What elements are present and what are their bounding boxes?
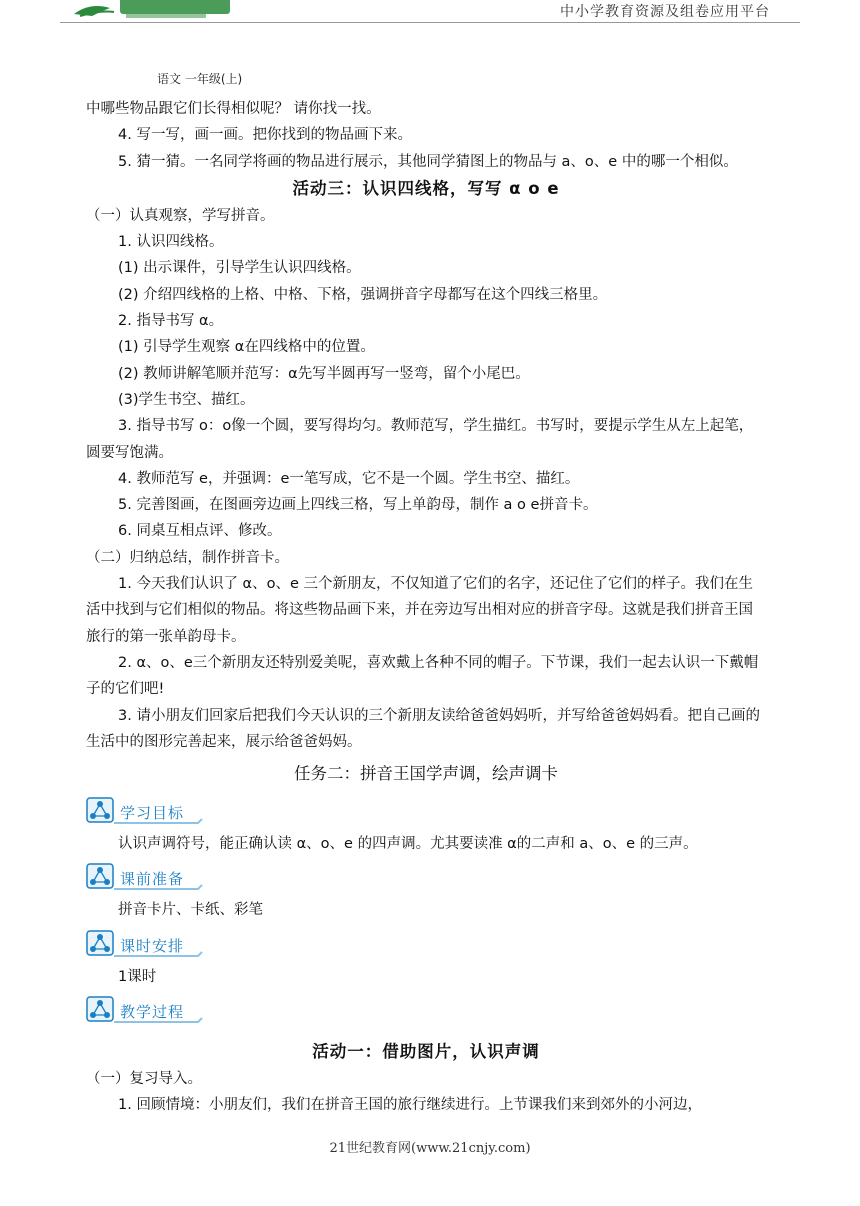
paragraph: 2. 指导书写 α。 [118, 313, 224, 330]
subsection-heading: （一）认真观察，学写拼音。 [86, 207, 275, 224]
paragraph: 认识声调符号，能正确认读 α、o、e 的四声调。尤其要读准 α的二声和 a、o、e 的三声。 [118, 836, 698, 853]
paragraph: 1. 认识四线格。 [118, 234, 224, 251]
paragraph: 2. α、o、e三个新朋友还特别爱美呢，喜欢戴上各种不同的帽子。下节课，我们一起去认识一下戴帽子的它们吧! [86, 654, 759, 698]
page-header [0, 0, 860, 22]
task-heading: 任务二：拼音王国学声调，绘声调卡 [294, 764, 558, 784]
subsection-heading: （二）归纳总结，制作拼音卡。 [86, 549, 289, 566]
document-body [86, 96, 766, 1119]
paragraph: 6. 同桌互相点评、修改。 [118, 523, 282, 540]
paragraph: (2) 教师讲解笔顺并范写：α先写半圆再写一竖弯，留个小尾巴。 [118, 365, 530, 382]
subject-grade: 语文 一年级(上) [157, 72, 243, 86]
badge-learning-goal [86, 795, 766, 831]
badge-label: 教学过程 [120, 1003, 185, 1022]
badge-label: 课时安排 [120, 936, 185, 955]
badge-label: 学习目标 [120, 804, 185, 823]
platform-name: 中小学教育资源及组卷应用平台 [560, 4, 770, 20]
section-heading: 活动三：认识四线格，写写 α o e [292, 178, 560, 198]
paragraph: (2) 介绍四线格的上格、中格、下格，强调拼音字母都写在这个四线三格里。 [118, 286, 608, 303]
paragraph: 1课时 [118, 968, 157, 985]
paragraph: 3. 请小朋友们回家后把我们今天认识的三个新朋友读给爸爸妈妈听，并写给爸爸妈妈看。把自己画的生活中的图形完善起来，展示给爸爸妈妈。 [86, 707, 760, 750]
paragraph: 拼音卡片、卡纸、彩笔 [118, 902, 263, 919]
badge-schedule [86, 928, 766, 964]
paragraph: 中哪些物品跟它们长得相似呢？ 请你找一找。 [86, 101, 381, 117]
badge-label: 课前准备 [120, 870, 185, 889]
badge-preparation [86, 861, 766, 897]
paragraph: 4. 写一写，画一画。把你找到的物品画下来。 [118, 127, 412, 144]
paragraph: 1. 回顾情境：小朋友们，我们在拼音王国的旅行继续进行。上节课我们来到郊外的小河边， [118, 1097, 702, 1114]
paragraph: 1. 今天我们认识了 α、o、e 三个新朋友，不仅知道了它们的名字，还记住了它们的样子。我们在生活中找到与它们相似的物品。将这些物品画下来，并在旁边写出相对应的拼音字母。这就是我们拼音王国旅行的第一张单韵母卡。 [86, 576, 754, 645]
paragraph: (1) 出示课件，引导学生认识四线格。 [118, 260, 361, 277]
logo-icon [70, 0, 240, 20]
paragraph: 3. 指导书写 o：o像一个圆，要写得均匀。教师范写，学生描红。书写时，要提示学生从左上起笔，圆要写饱满。 [86, 418, 754, 461]
paragraph: 5. 完善图画，在图画旁边画上四线三格，写上单韵母，制作 a o e拼音卡。 [118, 497, 598, 514]
paragraph: (1) 引导学生观察 α在四线格中的位置。 [118, 339, 375, 356]
paragraph: 4. 教师范写 e，并强调：e一笔写成，它不是一个圆。学生书空、描红。 [118, 470, 580, 487]
paragraph: 5. 猜一猜。一名同学将画的物品进行展示，其他同学猜图上的物品与 a、o、e 中的哪一个相似。 [118, 153, 738, 170]
paragraph: (3)学生书空、描红。 [118, 391, 255, 408]
page-footer: 21世纪教育网(www.21cnjy.com) [329, 1141, 531, 1156]
badge-process [86, 994, 766, 1030]
header-divider [60, 22, 800, 23]
section-heading: 活动一：借助图片，认识声调 [312, 1042, 540, 1062]
subsection-heading: （一）复习导入。 [86, 1071, 202, 1088]
